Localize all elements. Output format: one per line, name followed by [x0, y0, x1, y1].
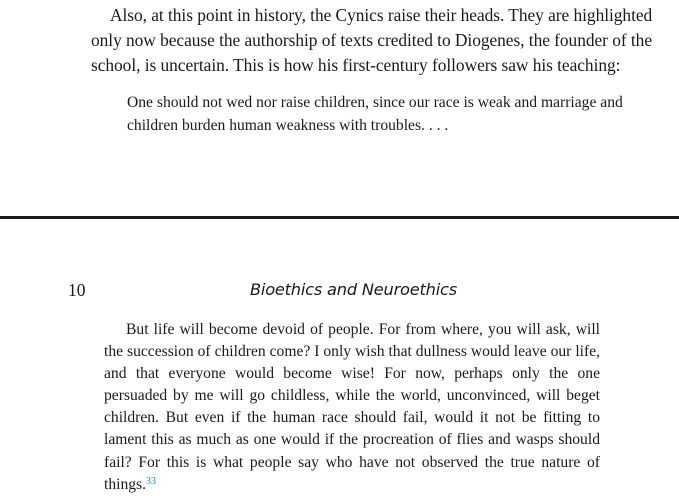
block-quote: One should not wed nor raise children, since our race is weak and marriage and children burden human weakness with troubles. . . . — [127, 94, 623, 134]
footnote-reference-link[interactable]: 33 — [146, 475, 157, 487]
block-quote-continued — [104, 319, 600, 496]
bottom-page — [0, 219, 679, 500]
top-page — [0, 0, 679, 216]
block-quote-text: But life will become devoid of people. For from where, you will ask, will the succession of children come? I only wish that dullness would leave our life, and that everyone would become wise! For now, perhaps only the one persuaded by me will go childless, while the world, unconvinced, will beget children. But even if the human race should fail, would it not be fitting to lament this as much as one would if the procreation of flies and wasps should fail? For this is what people say who have not observed the true nature of things. — [104, 321, 600, 493]
page-number: 10 — [68, 280, 86, 300]
body-paragraph: Also, at this point in history, the Cynics raise their heads. They are highlighted only now because the authorship of texts credited to Diogenes, the founder of the school, is uncertain. This is how his first-century followers saw his teaching: — [91, 5, 653, 75]
running-head: Bioethics and Neuroethics — [250, 280, 457, 299]
